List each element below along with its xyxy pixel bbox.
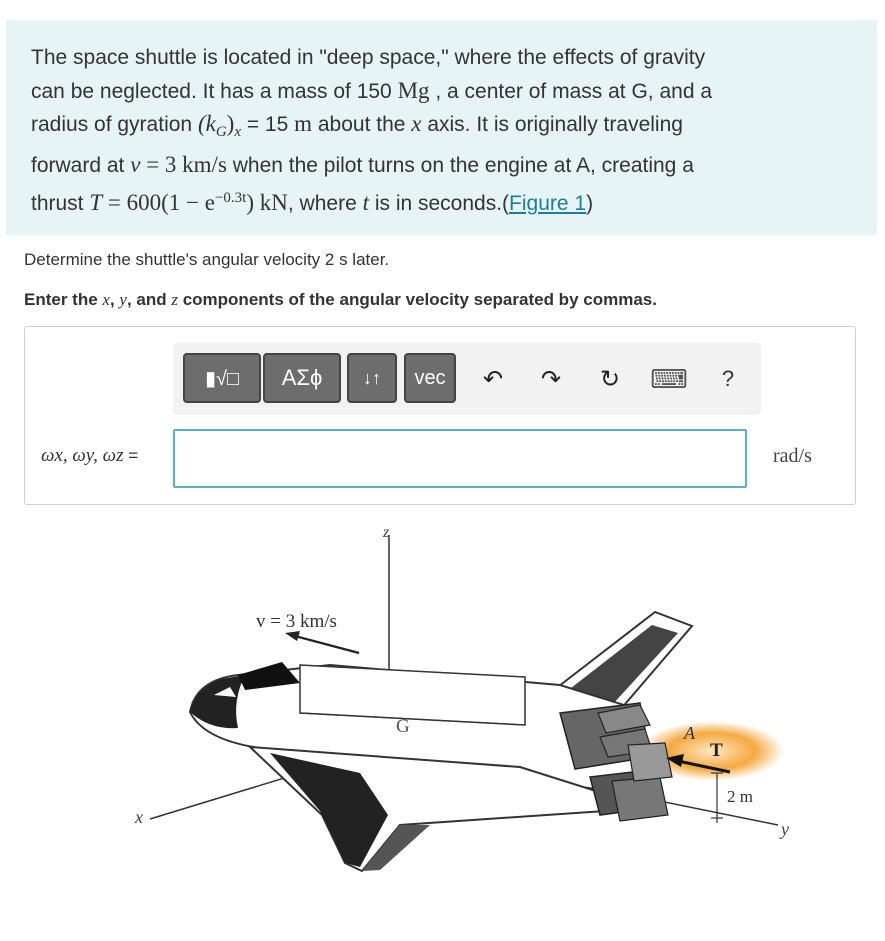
z-axis-label: z — [383, 524, 390, 541]
distance-label: 2 m — [727, 787, 753, 806]
redo-icon[interactable]: ↷ — [540, 365, 562, 393]
g-label: G — [396, 716, 410, 737]
problem-statement — [6, 20, 877, 235]
answer-unit: rad/s — [773, 445, 812, 467]
a-label: A — [684, 723, 695, 743]
reset-icon[interactable]: ↻ — [599, 365, 621, 393]
problem-line-2: can be neglected. It has a mass of 150 Mg , a center of mass at G, and a — [31, 77, 713, 103]
templates-button[interactable]: ▮√□ — [183, 353, 261, 403]
greek-symbols-button[interactable]: ΑΣϕ — [263, 353, 341, 403]
question-prompt: Determine the shuttle's angular velocity 2 s later. — [24, 250, 390, 269]
figure-1-link[interactable]: Figure 1 — [509, 192, 587, 216]
problem-line-5: thrust $T = 600(1 - e^{-0.3t})$ kN, where t is in seconds.(Figure 1) — [31, 190, 594, 216]
vector-button[interactable]: vec — [404, 353, 456, 403]
problem-line-1: The space shuttle is located in "deep space," where the effects of gravity — [31, 46, 706, 69]
keyboard-icon[interactable]: ⌨ — [650, 363, 688, 394]
answer-panel — [24, 326, 856, 505]
answer-input[interactable] — [173, 429, 747, 488]
velocity-arrowhead — [285, 631, 300, 641]
y-axis-label: y — [781, 819, 789, 839]
answer-variable-label: ωx, ωy, ωz = — [41, 445, 139, 466]
problem-line-3: radius of gyration $(k_G)_x = 15$ m about the x axis. It is originally traveling — [31, 111, 683, 141]
math-toolbar — [173, 343, 761, 415]
velocity-label: v = 3 km/s — [256, 611, 337, 632]
velocity-arrow — [295, 636, 359, 653]
undo-icon[interactable]: ↶ — [482, 365, 504, 393]
help-icon[interactable]: ? — [721, 366, 735, 391]
question-instructions: Enter the x, y, and z components of the angular velocity separated by commas. — [24, 290, 657, 309]
problem-line-4: forward at v = 3 km/s when the pilot turns on the engine at A, creating a — [31, 151, 694, 177]
shuttle-figure — [0, 515, 885, 935]
thrust-label: T — [710, 740, 723, 761]
x-axis-label: x — [135, 807, 143, 827]
arrows-button[interactable]: ↓↑ — [347, 353, 397, 403]
